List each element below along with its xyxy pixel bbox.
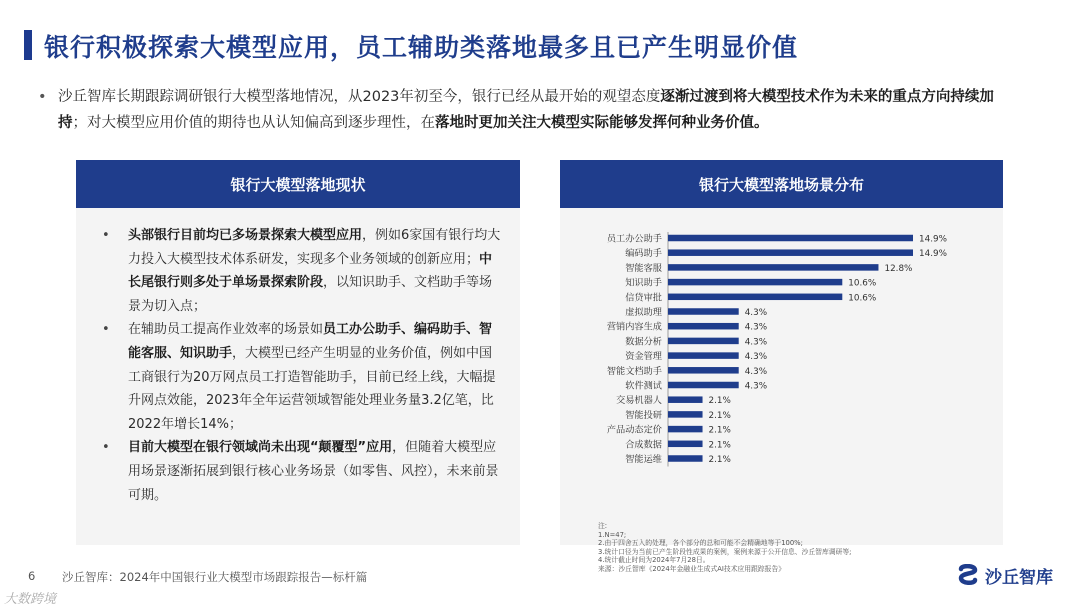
category-label: 合成数据 [625, 439, 662, 451]
intro-bullet: • [38, 89, 47, 105]
category-label: 信贷审批 [625, 292, 662, 304]
value-label: 4.3% [744, 337, 768, 348]
category-label: 知识助手 [625, 277, 662, 289]
bullet-1-highlight-1: 头部银行目前均已多场景探索大模型应用 [128, 228, 363, 243]
intro-text-2: ；对大模型应用价值的期待也从认知偏高到逐步理性，在 [72, 115, 435, 131]
bullet-2-text-1: 在辅助员工提高作业效率的场景如 [128, 322, 324, 338]
bullet-1-text-1: ，例如6家国有银行均大力投入大模型技术体系研发，实现多个业务领域的创新应用； [128, 228, 501, 267]
bar [668, 455, 703, 462]
left-panel [76, 160, 520, 545]
category-label: 软件测试 [625, 380, 662, 392]
page-title: 银行积极探索大模型应用，员工辅助类落地最多且已产生明显价值 [44, 33, 799, 62]
bullet-item [96, 224, 504, 318]
bullet-3-highlight-1: 目前大模型在银行领域尚未出现“颠覆型”应用 [128, 440, 393, 456]
category-label: 产品动态定价 [606, 424, 662, 436]
category-label: 智能客服 [625, 262, 662, 274]
bar [668, 338, 739, 345]
note-line: 4.统计截止时间为2024年7月28日。 [598, 556, 710, 565]
bullet-2-text-2: ，大模型已经产生明显的业务价值，例如中国工商银行为20万网点员工打造智能助手，目前已经上线，大幅提升网点效能，2023年全年运营领域智能处理业务量3.2亿笔，比2022年增长14%； [128, 345, 496, 432]
bar [668, 235, 913, 242]
status-bullets [96, 224, 504, 507]
bullet-1-text-2: ，以知识助手、文档助手等场景为切入点； [128, 275, 493, 314]
bar [668, 308, 739, 315]
page-number: 6 [28, 569, 36, 583]
right-panel-title: 银行大模型落地场景分布 [560, 160, 1003, 208]
bar [668, 411, 703, 418]
note-line: 1.N=47; [598, 530, 627, 539]
category-label: 智能投研 [625, 409, 662, 421]
intro-highlight-2: 落地时更加关注大模型实际能够发挥何种业务价值。 [435, 115, 769, 131]
value-label: 4.3% [744, 322, 768, 333]
scenario-bar-chart [560, 208, 1003, 478]
bar [668, 441, 703, 448]
value-label: 2.1% [708, 455, 731, 465]
bullet-2-highlight-1: 员工办公助手、编码助手、智能客服、知识助手 [128, 322, 493, 361]
left-panel-title: 银行大模型落地现状 [76, 160, 520, 208]
value-label: 4.3% [744, 352, 768, 363]
bar [668, 249, 913, 256]
bullet-3-text-1: ，但随着大模型应用场景逐渐拓展到银行核心业务场景（如零售、风控），未来前景可期。 [128, 440, 499, 503]
footer-source: 沙丘智库：2024年中国银行业大模型市场跟踪报告—标杆篇 [62, 570, 368, 584]
note-line: 注: [598, 522, 608, 530]
bullet-item [96, 436, 504, 507]
category-label: 智能文档助手 [606, 365, 662, 377]
note-line: 3.统计口径为当前已产生阶段性成果的案例，案例来源于公开信息、沙丘智库调研等; [598, 547, 852, 556]
value-label: 4.3% [744, 308, 768, 318]
intro-highlight-1: 逐渐过渡到将大模型技术作为未来的重点方向持续加持 [58, 89, 994, 131]
note-line: 2.由于四舍五入的处理，各个部分的总和可能不会精确地等于100%; [598, 539, 803, 548]
value-label: 10.6% [848, 293, 877, 304]
bullet-item [96, 318, 504, 436]
bar [668, 352, 739, 359]
bar [668, 323, 739, 330]
category-label: 资金管理 [625, 351, 662, 363]
corner-mark: 大数跨境 [4, 592, 57, 607]
note-line: 来源：沙丘智库《2024年金融业生成式AI技术应用跟踪报告》 [598, 564, 786, 573]
bar [668, 382, 739, 389]
category-label: 交易机器人 [616, 395, 662, 407]
value-label: 12.8% [884, 263, 913, 274]
category-label: 员工办公助手 [606, 233, 662, 245]
value-label: 2.1% [708, 410, 731, 421]
title-accent-bar [24, 30, 32, 60]
value-label: 2.1% [708, 440, 731, 451]
category-label: 虚拟助理 [625, 307, 662, 318]
dune-logo-icon [957, 564, 979, 588]
bar [668, 367, 739, 374]
value-label: 2.1% [708, 396, 731, 407]
bar [668, 426, 703, 433]
category-label: 智能运维 [625, 454, 662, 465]
bar [668, 279, 842, 286]
bullet-dot: • [102, 322, 110, 338]
category-label: 营销内容生成 [606, 321, 662, 333]
bullet-dot: • [102, 228, 110, 243]
chart-notes [598, 522, 851, 574]
value-label: 14.9% [919, 249, 947, 260]
bar [668, 396, 703, 403]
bar [668, 294, 842, 301]
bullet-1-highlight-2: 中长尾银行则多处于单场景探索阶段 [128, 251, 493, 291]
value-label: 14.9% [919, 234, 947, 245]
right-panel [560, 160, 1003, 573]
brand-logo [957, 563, 1053, 588]
category-label: 编码助手 [625, 248, 662, 260]
bar [668, 264, 878, 271]
value-label: 2.1% [708, 425, 731, 436]
value-label: 10.6% [848, 278, 877, 289]
category-label: 数据分析 [625, 336, 662, 348]
logo-text: 沙丘智库 [985, 568, 1053, 588]
intro-paragraph [38, 84, 1008, 136]
value-label: 4.3% [744, 366, 768, 377]
intro-text-1: 沙丘智库长期跟踪调研银行大模型落地情况，从2023年初至今，银行已经从最开始的观望态度 [58, 89, 661, 105]
bullet-dot: • [102, 440, 110, 456]
value-label: 4.3% [744, 381, 768, 392]
scenario-chart-area [560, 208, 1003, 573]
